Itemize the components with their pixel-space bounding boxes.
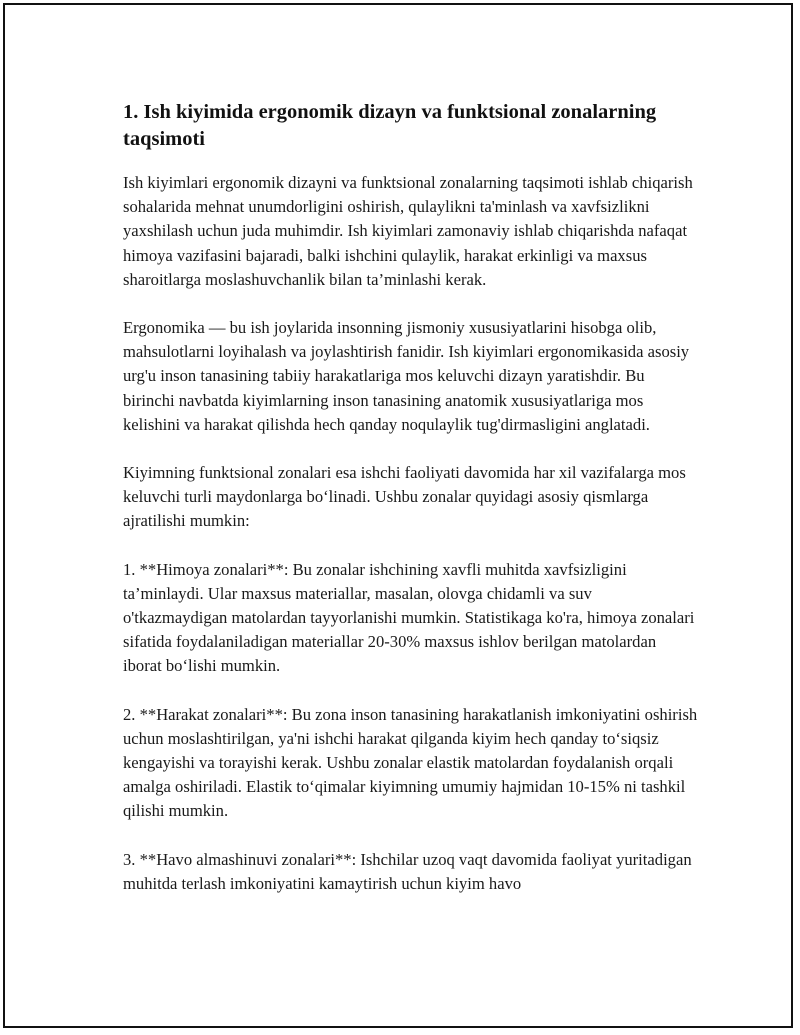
list-item-air-exchange-zones: 3. **Havo almashinuvi zonalari**: Ishchilar uzoq vaqt davomida faoliyat yuritadigan muhitda terlash imkoniyatini kamaytirish uchun kiyim havo [123, 849, 692, 893]
list-item-movement-zones: 2. **Harakat zonalari**: Bu zona inson tanasining harakatlanish imkoniyatini oshirish uchun moslashtirilgan, ya'ni ishchi harakat qilganda kiyim hech qanday toʻsiqsiz kengayishi va torayishi kerak. Ushbu zonalar elastik matolardan foydalanish orqali amalga oshiriladi. Elastik toʻqimalar kiyimning umumiy hajmidan 10-15% ni tashkil qilishi mumkin. [123, 704, 698, 821]
document-body [123, 99, 698, 920]
paragraph-intro: Ish kiyimlari ergonomik dizayni va funktsional zonalarning taqsimoti ishlab chiqarish sohalarida mehnat unumdorligini oshirish, qulaylikni ta'minlash va xavfsizlikni yaxshilash uchun juda muhimdir. Ish kiyimlari zamonaviy ishlab chiqarishda nafaqat himoya vazifasini bajaradi, balki ishchini qulaylik, harakat erkinligi va maxsus sharoitlarga moslashuvchanlik bilan ta’minlashi kerak. [123, 173, 693, 289]
page-frame [3, 3, 793, 1028]
paragraph-functional-zones: Kiyimning funktsional zonalari esa ishchi faoliyati davomida har xil vazifalarga mos keluvchi turli maydonlarga boʻlinadi. Ushbu zonalar quyidagi asosiy qismlarga ajratilishi mumkin: [123, 463, 686, 531]
paragraph-ergonomics: Ergonomika — bu ish joylarida insonning jismoniy xususiyatlarini hisobga olib, mahsulotlarni loyihalash va joylashtirish fanidir. Ish kiyimlari ergonomikasida asosiy urg'u inson tanasining tabiiy harakatlariga mos keluvchi dizayn yaratishdir. Bu birinchi navbatda kiyimlarning inson tanasining anatomik xususiyatlariga mos kelishini va harakat qilishda hech qanday noqulaylik tug'dirmasligini anglatadi. [123, 318, 690, 434]
list-item-protection-zones: 1. **Himoya zonalari**: Bu zonalar ishchining xavfli muhitda xavfsizligini ta’minlaydi. Ular maxsus materiallar, masalan, olovga chidamli va suv o'tkazmaydigan matolardan tayyorlanishi mumkin. Statistikaga ko'ra, himoya zonalari sifatida foydalaniladigan materiallar 20-30% maxsus ishlov berilgan matolardan iborat boʻlishi mumkin. [123, 559, 695, 676]
section-heading: 1. Ish kiyimida ergonomik dizayn va funktsional zonalarning taqsimoti [123, 101, 657, 150]
